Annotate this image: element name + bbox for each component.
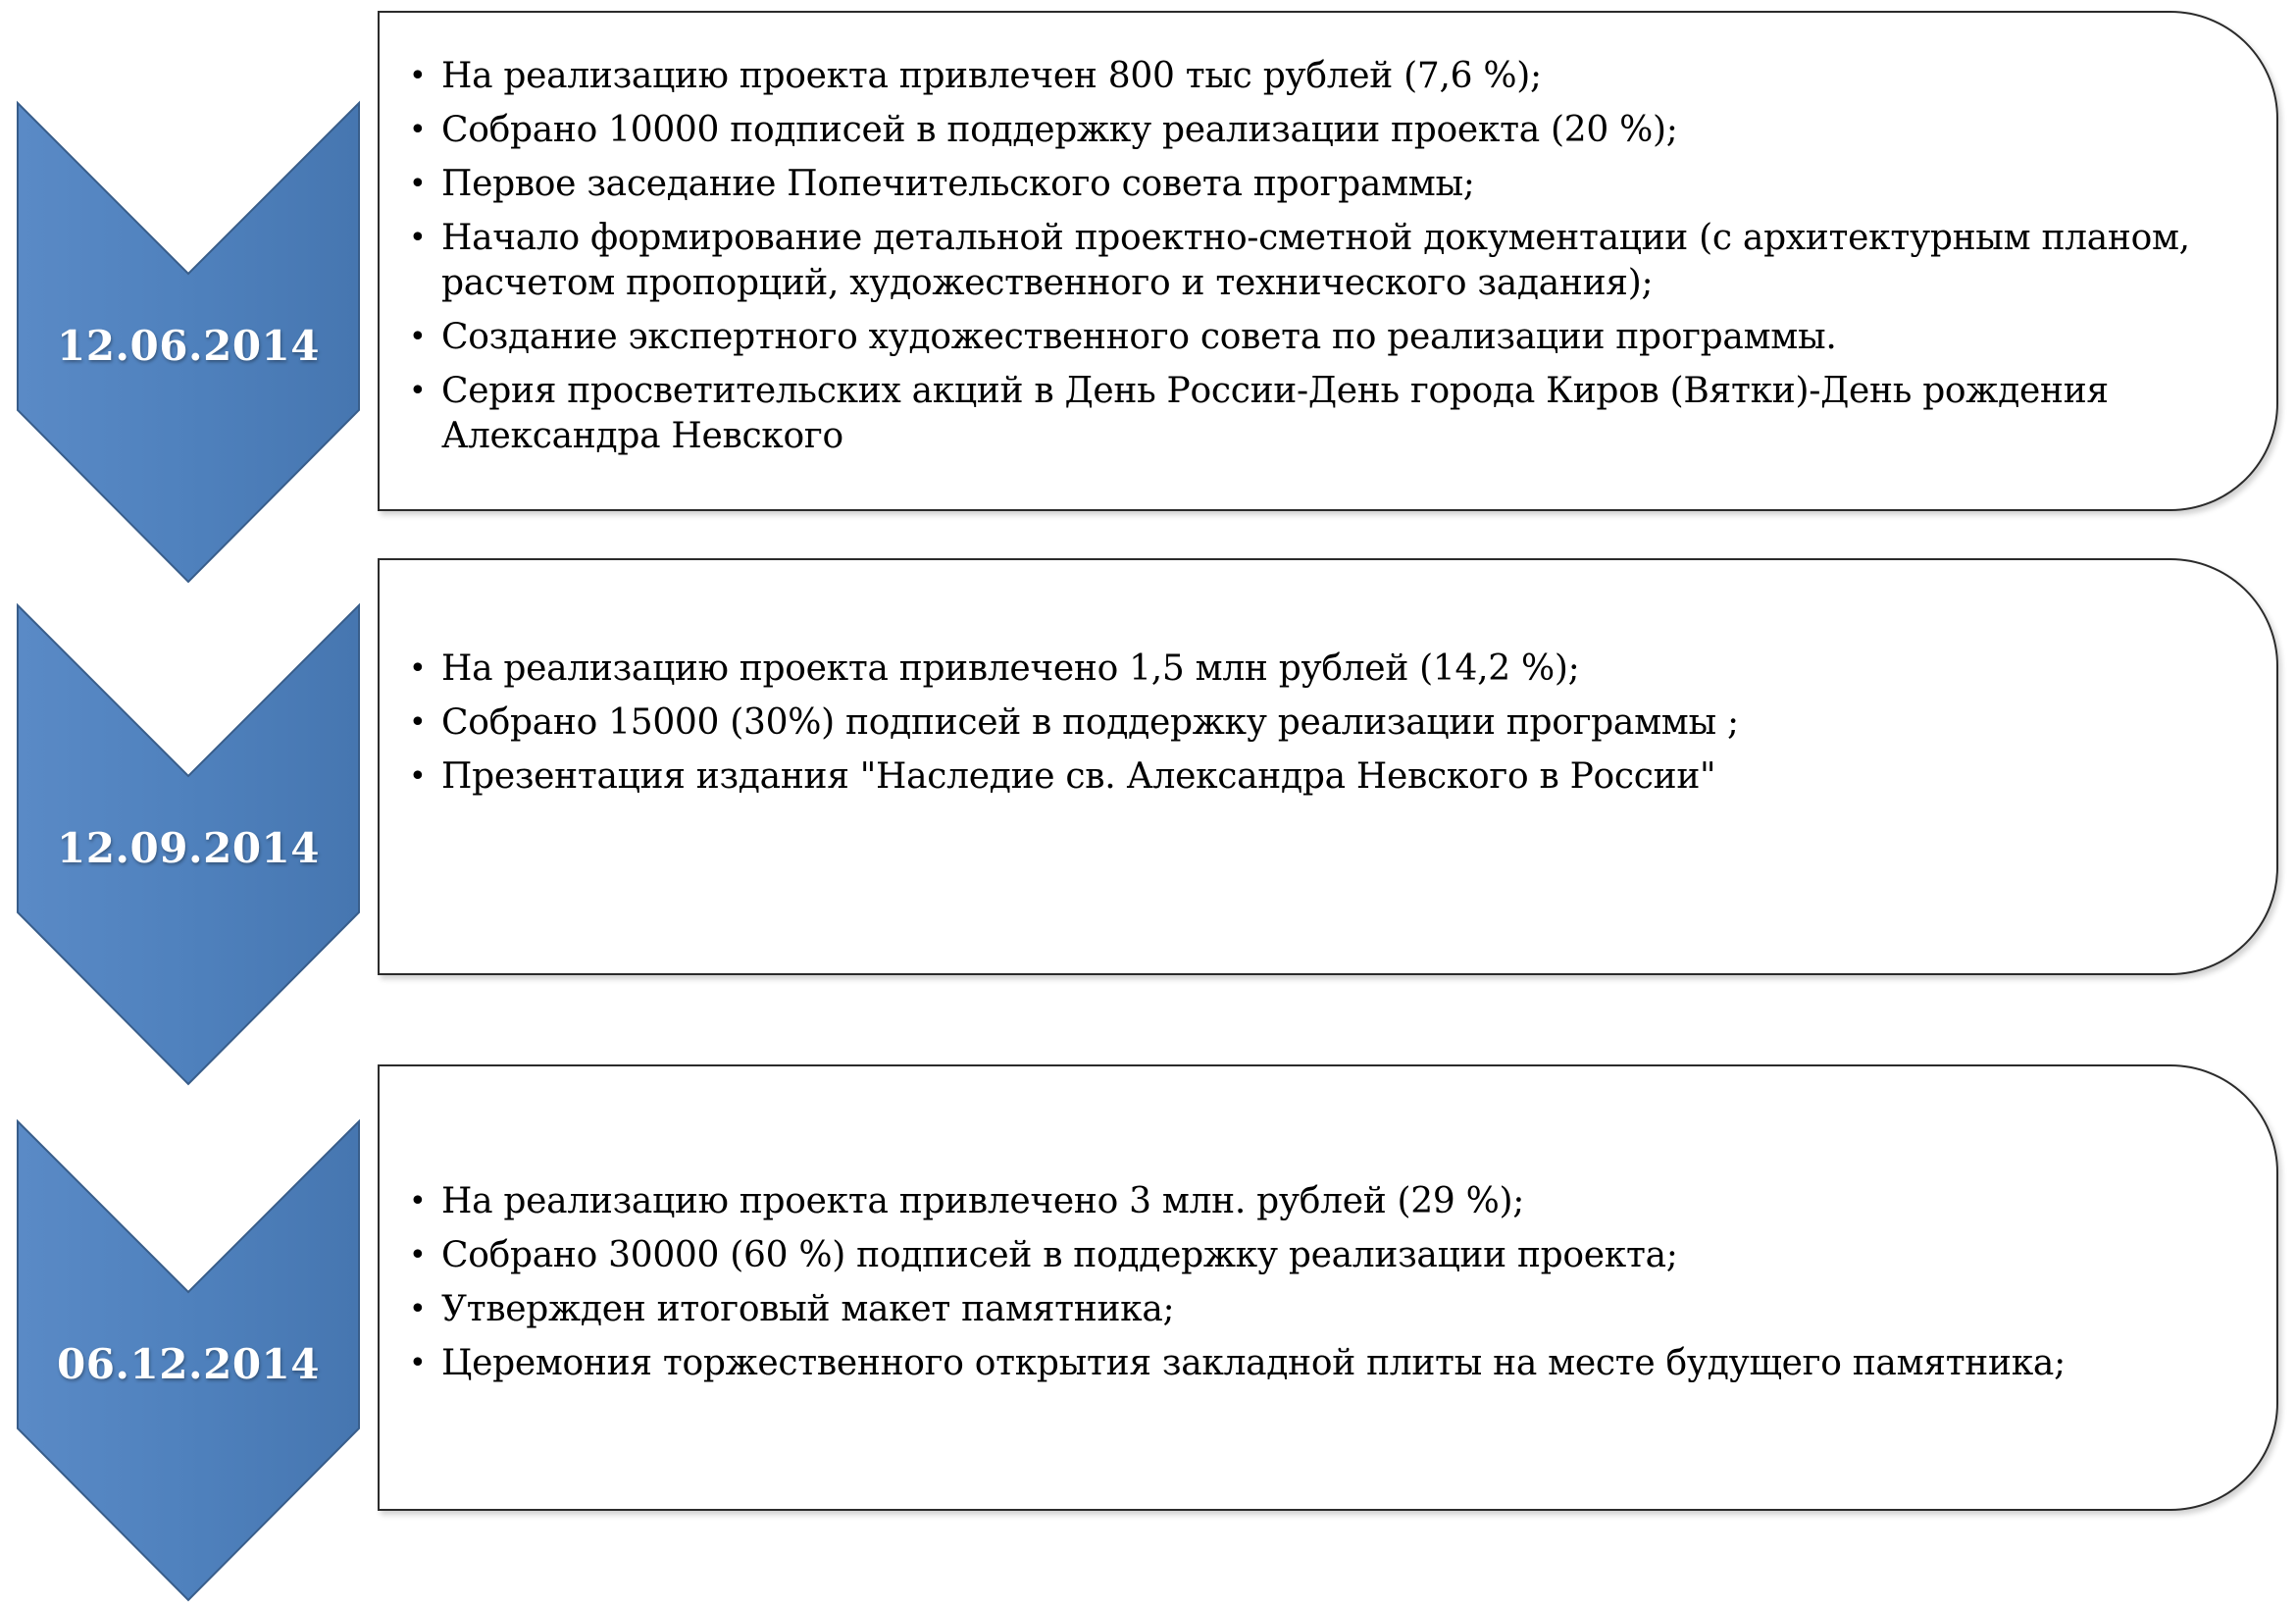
list-item: • Утвержден итоговый макет памятника; (409, 1287, 2237, 1332)
bullet-icon: • (409, 705, 427, 740)
list-item: • На реализацию проекта привлечено 3 млн. рублей (29 %); (409, 1179, 2237, 1224)
bullet-icon: • (409, 1238, 427, 1272)
stage-2-date: 12.09.2014 (56, 824, 321, 872)
stage-3-date: 06.12.2014 (56, 1340, 321, 1388)
stage-2-chevron (16, 603, 361, 1084)
stage-1-list (409, 54, 2237, 468)
list-item: • Создание экспертного художественного совета по реализации программы. (409, 315, 2237, 360)
list-item: • Начало формирование детальной проектно-сметной документации (с архитектурным планом, расчетом пропорций, художественного и технического задания); (409, 218, 2190, 303)
stage-3-chevron (16, 1119, 361, 1600)
stage-2-list (409, 647, 2237, 808)
list-item: • Первое заседание Попечительского совета программы; (409, 162, 2237, 207)
bullet-icon: • (409, 1292, 427, 1326)
bullet-icon: • (409, 320, 427, 354)
list-item: • Собрано 10000 подписей в поддержку реализации проекта (20 %); (409, 108, 2237, 153)
stage-1-card (378, 11, 2278, 511)
bullet-icon: • (409, 59, 427, 93)
bullet-icon: • (409, 651, 427, 686)
bullet-icon: • (409, 113, 427, 147)
stage-3-card (378, 1064, 2278, 1511)
stage-3-list (409, 1179, 2237, 1395)
list-item: • Презентация издания "Наследие св. Александра Невского в России" (409, 754, 2237, 800)
list-item: • Собрано 30000 (60 %) подписей в поддержку реализации проекта; (409, 1233, 2237, 1278)
list-item: • Собрано 15000 (30%) подписей в поддержку реализации программы ; (409, 700, 2237, 746)
bullet-icon: • (409, 167, 427, 201)
bullet-icon: • (409, 759, 427, 794)
stage-1-date: 12.06.2014 (56, 322, 321, 370)
list-item: • На реализацию проекта привлечен 800 тыс рублей (7,6 %); (409, 54, 2237, 99)
bullet-icon: • (409, 374, 427, 408)
list-item: • Церемония торжественного открытия закладной плиты на месте будущего памятника; (409, 1341, 2237, 1386)
stage-1-chevron (16, 101, 361, 582)
bullet-icon: • (409, 1346, 427, 1380)
list-item: • Серия просветительских акций в День России-День города Киров (Вятки)-День рождения Александра Невского (409, 371, 2109, 456)
list-item: • На реализацию проекта привлечено 1,5 млн рублей (14,2 %); (409, 647, 2237, 692)
stage-2-card (378, 558, 2278, 975)
bullet-icon: • (409, 1184, 427, 1218)
bullet-icon: • (409, 221, 427, 255)
